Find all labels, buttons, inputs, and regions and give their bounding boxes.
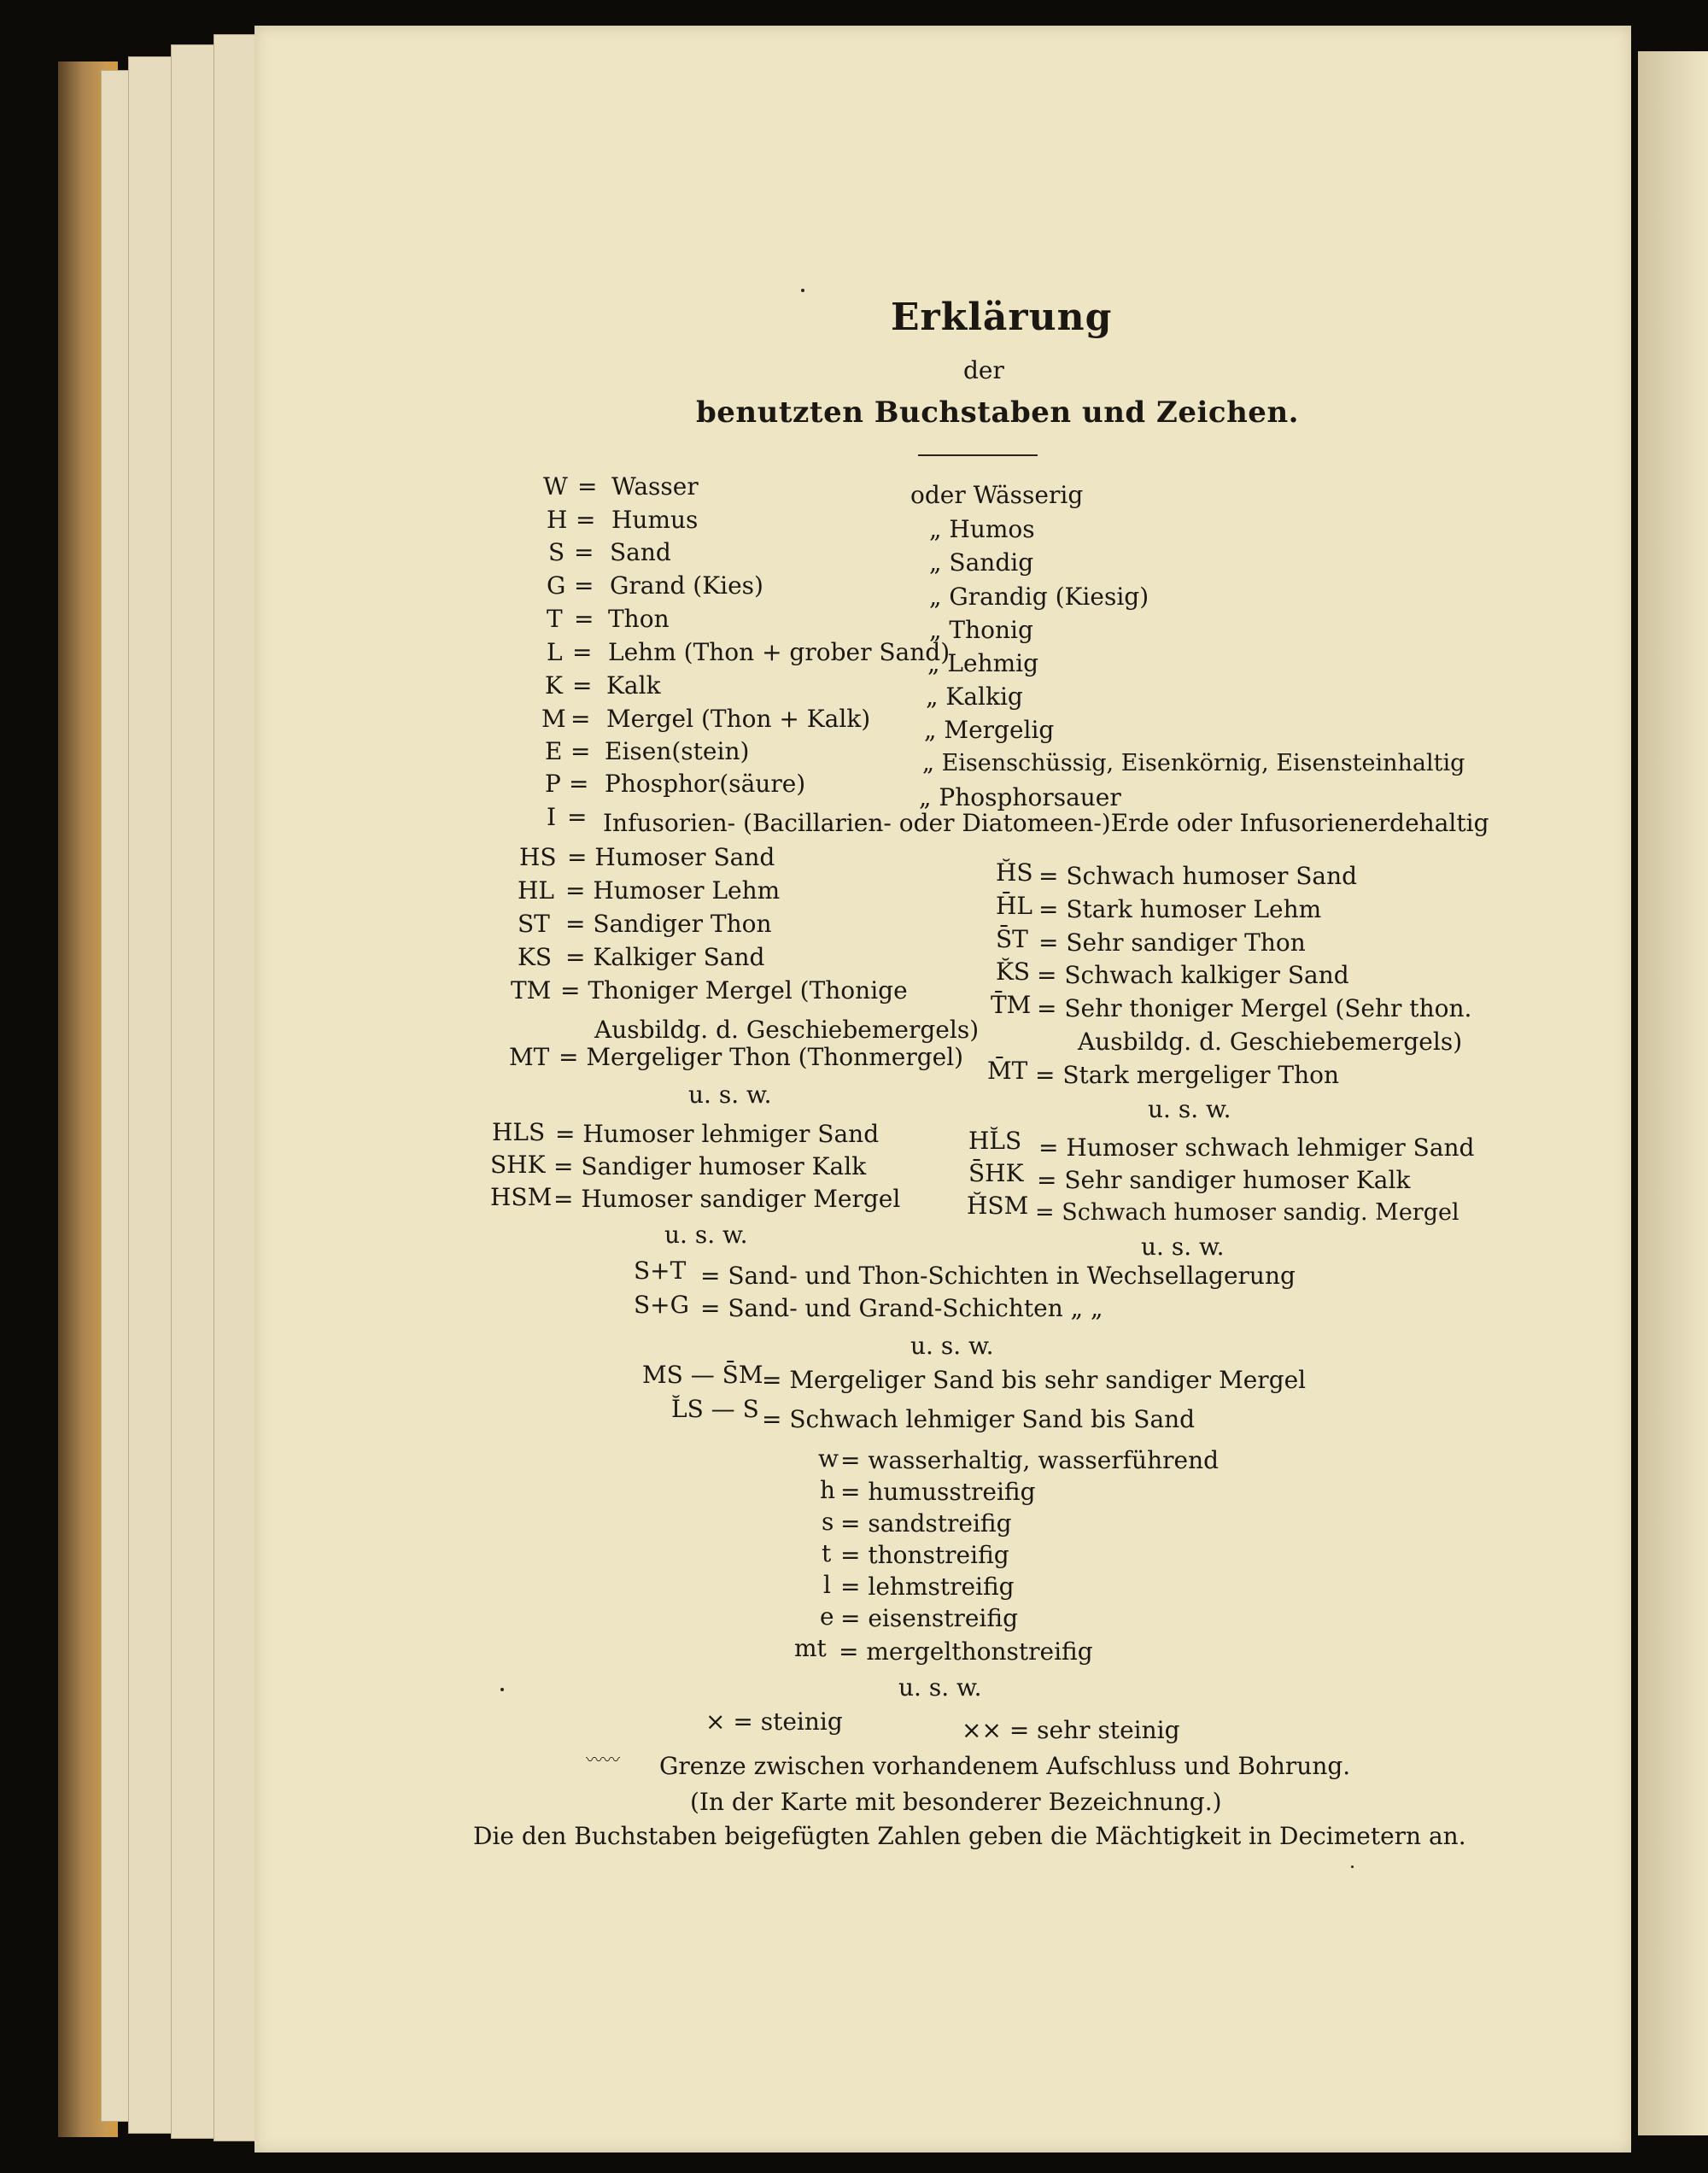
combo-code: HS (519, 843, 557, 871)
symbol-adjective: „ Kalkig (926, 682, 1023, 711)
combo-code: S̄T (996, 925, 1028, 953)
print-speck (1351, 1866, 1354, 1868)
equals-sign: = (572, 638, 593, 666)
combo-meaning: = Schwach humoser sandig. Mergel (1035, 1199, 1459, 1226)
streak-meaning: = lehmstreifig (840, 1573, 1015, 1601)
combo-code: TM (511, 976, 552, 1004)
combo-meaning: = Humoser sandiger Mergel (553, 1185, 901, 1213)
streak-meaning: = eisenstreifig (840, 1604, 1018, 1632)
symbol-adjective: „ Sandig (929, 548, 1034, 577)
symbol-meaning: Wasser (611, 472, 699, 501)
print-speck (500, 1688, 504, 1691)
combo-meaning: = Thoniger Mergel (Thonige (560, 976, 908, 1004)
combo-meaning: = Humoser Sand (567, 843, 775, 871)
combo-meaning: = Humoser Lehm (565, 876, 781, 905)
symbol-meaning: Thon (608, 605, 670, 633)
range-code: L̆S — S (671, 1395, 759, 1423)
streak-meaning: = sandstreifig (840, 1509, 1012, 1538)
combo-meaning: = Sandiger humoser Kalk (553, 1152, 867, 1180)
etc-label: u. s. w. (664, 1221, 748, 1249)
layer-meaning: = Sand- und Thon-Schichten in Wechsellagerung (700, 1262, 1296, 1290)
symbol-code: L (547, 638, 563, 666)
combo-code: ST (518, 910, 550, 938)
symbol-meaning: Sand (610, 538, 671, 566)
streak-code: s (822, 1508, 834, 1536)
symbol-adjective: „ Thonig (929, 616, 1033, 644)
combo-meaning: = Sandiger Thon (565, 910, 772, 938)
combo-code: KS (518, 943, 553, 971)
symbol-code: I (547, 803, 557, 831)
combo-meaning: = Schwach humoser Sand (1038, 862, 1358, 890)
symbol-code: E (545, 737, 563, 765)
symbol-code: W (543, 472, 568, 501)
combo-meaning: = Sehr sandiger Thon (1038, 928, 1306, 957)
streak-code: l (823, 1571, 831, 1599)
equals-sign: = (574, 538, 594, 566)
equals-sign: = (576, 506, 596, 534)
facing-page-edge (1638, 51, 1708, 2135)
streak-meaning: = wasserhaltig, wasserführend (840, 1446, 1220, 1474)
title-connector: der (963, 356, 1004, 384)
combo-code: SHK (490, 1151, 546, 1179)
range-meaning: = Mergeliger Sand bis sehr sandiger Mergel (762, 1366, 1307, 1394)
combo-meaning: = Humoser schwach lehmiger Sand (1038, 1133, 1475, 1162)
symbol-meaning: Grand (Kies) (610, 571, 763, 600)
combo-code: S̄HK (968, 1159, 1024, 1187)
combo-meaning: = Stark humoser Lehm (1038, 895, 1322, 923)
combo-code: HSM (490, 1183, 553, 1211)
streak-code: w (818, 1444, 839, 1473)
combo-meaning: = Kalkiger Sand (565, 943, 765, 971)
streak-meaning: = humusstreifig (840, 1478, 1036, 1506)
symbol-meaning: Mergel (Thon + Kalk) (606, 705, 871, 733)
streak-code: e (820, 1602, 834, 1631)
symbol-code: H (547, 506, 568, 534)
equals-sign: = (577, 472, 598, 501)
streak-code: h (820, 1476, 836, 1504)
range-code: MS — S̄M (642, 1361, 763, 1389)
boundary-description: Grenze zwischen vorhandenem Aufschluss und Bohrung. (659, 1752, 1351, 1780)
combo-code: H̆S (996, 858, 1033, 887)
streak-code: mt (794, 1634, 827, 1662)
symbol-code: S (548, 538, 565, 566)
symbol-adjective: „ Phosphorsauer (919, 783, 1121, 811)
streak-meaning: = thonstreifig (840, 1541, 1009, 1569)
equals-sign: = (569, 770, 589, 798)
combo-meaning: = Sehr sandiger humoser Kalk (1037, 1166, 1411, 1194)
streak-meaning: = mergelthonstreifig (839, 1637, 1093, 1666)
combo-code: K̆S (996, 958, 1031, 986)
symbol-code: P (545, 770, 561, 798)
symbol-adjective: oder Wässerig (910, 481, 1084, 509)
symbol-meaning: Infusorien- (Bacillarien- oder Diatomeen-)Erde oder Infusorienerdehaltig (603, 809, 1489, 837)
combo-code: HL (518, 876, 555, 905)
streak-code: t (822, 1539, 832, 1567)
equals-sign: = (570, 705, 591, 733)
stony-symbol: × = steinig (705, 1707, 843, 1736)
combo-meaning-cont: Ausbildg. d. Geschiebemergels) (594, 1016, 980, 1044)
map-note: (In der Karte mit besonderer Bezeichnung.) (690, 1788, 1222, 1816)
print-speck (801, 289, 804, 292)
equals-sign: = (570, 737, 591, 765)
page-subtitle: benutzten Buchstaben und Zeichen. (696, 395, 1299, 430)
symbol-adjective: „ Eisenschüssig, Eisenkörnig, Eisensteinhaltig (922, 750, 1465, 776)
combo-meaning: = Humoser lehmiger Sand (555, 1120, 880, 1148)
etc-label: u. s. w. (910, 1332, 994, 1360)
combo-meaning: = Mergeliger Thon (Thonmergel) (559, 1043, 964, 1071)
symbol-adjective: „ Lehmig (927, 649, 1039, 677)
combo-code: MT (509, 1043, 550, 1071)
wavy-line-icon: 〰〰 (586, 1749, 620, 1770)
layer-meaning: = Sand- und Grand-Schichten „ „ (700, 1294, 1103, 1322)
layer-code: S+T (634, 1256, 687, 1285)
symbol-code: K (545, 671, 563, 700)
title-rule (918, 454, 1038, 456)
combo-code: M̄T (987, 1057, 1028, 1085)
combo-meaning: = Stark mergeliger Thon (1035, 1061, 1340, 1089)
combo-code: H̆SM (967, 1192, 1029, 1220)
symbol-meaning: Eisen(stein) (605, 737, 750, 765)
symbol-code: G (547, 571, 566, 600)
etc-label: u. s. w. (898, 1673, 982, 1702)
equals-sign: = (574, 571, 594, 600)
symbol-meaning: Kalk (606, 671, 661, 700)
combo-meaning-cont: Ausbildg. d. Geschiebemergels) (1078, 1028, 1463, 1056)
equals-sign: = (567, 803, 588, 831)
etc-label: u. s. w. (1148, 1095, 1231, 1123)
thickness-note: Die den Buchstaben beigefügten Zahlen geben die Mächtigkeit in Decimetern an. (473, 1822, 1466, 1850)
etc-label: u. s. w. (1141, 1233, 1225, 1261)
range-meaning: = Schwach lehmiger Sand bis Sand (762, 1405, 1196, 1433)
etc-label: u. s. w. (688, 1081, 772, 1109)
combo-meaning: = Sehr thoniger Mergel (Sehr thon. (1037, 994, 1472, 1022)
symbol-meaning: Phosphor(säure) (605, 770, 806, 798)
equals-sign: = (574, 605, 594, 633)
symbol-adjective: „ Grandig (Kiesig) (929, 583, 1149, 611)
combo-code: HLS (492, 1118, 546, 1146)
symbol-meaning: Lehm (Thon + grober Sand) (608, 638, 951, 666)
equals-sign: = (572, 671, 593, 700)
combo-code: HL̆S (968, 1127, 1022, 1155)
symbol-adjective: „ Mergelig (924, 716, 1055, 744)
symbol-meaning: Humus (611, 506, 699, 534)
combo-meaning: = Schwach kalkiger Sand (1037, 961, 1349, 989)
symbol-code: M (541, 705, 566, 733)
page-title: Erklärung (891, 296, 1113, 339)
combo-code: T̄M (991, 991, 1032, 1019)
combo-code: H̄L (996, 892, 1033, 920)
symbol-code: T (547, 605, 563, 633)
very-stony-symbol: ×× = sehr steinig (962, 1716, 1180, 1744)
layer-code: S+G (634, 1291, 690, 1319)
symbol-adjective: „ Humos (929, 515, 1035, 543)
